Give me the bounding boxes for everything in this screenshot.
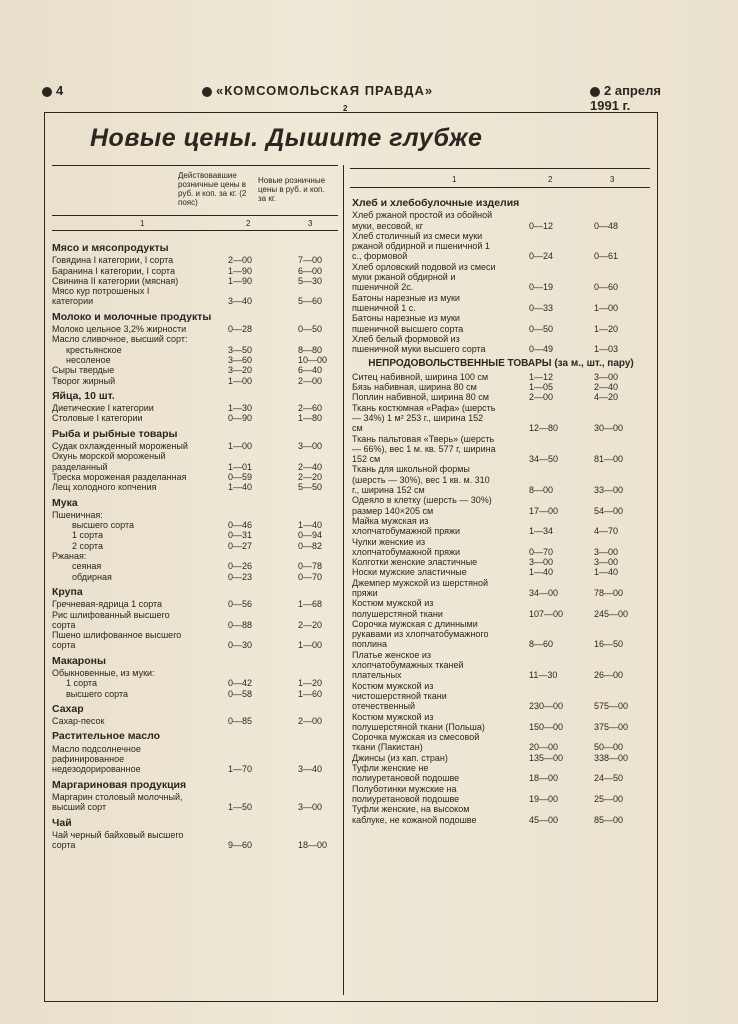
old-price: 8—00 xyxy=(529,485,554,496)
price-row xyxy=(52,482,340,492)
price-row xyxy=(352,231,650,262)
new-price: 33—00 xyxy=(594,485,624,496)
item-name: Масло подсолнечное рафинированное недезодорированное xyxy=(52,743,141,775)
price-row xyxy=(52,266,340,276)
old-price: 1—40 xyxy=(228,482,253,493)
section-heading: Хлеб и хлебобулочные изделия xyxy=(352,197,520,209)
price-row xyxy=(52,541,340,551)
new-price: 375—00 xyxy=(594,721,629,732)
new-price: 575—00 xyxy=(594,701,629,712)
new-price: 81—00 xyxy=(594,454,624,465)
price-row xyxy=(52,830,340,851)
new-price: 54—00 xyxy=(594,505,624,516)
section-heading: Мясо и мясопродукты xyxy=(52,242,169,254)
item-name: Хлеб ржаной простой из обойной муки, весовой, кг xyxy=(352,210,493,231)
item-name: Батоны нарезные из муки пшеничной высшего сорта xyxy=(352,313,464,334)
price-row xyxy=(352,650,650,681)
item-name: Колготки женские эластичные xyxy=(352,557,478,568)
section-heading: Мука xyxy=(52,496,78,509)
new-price: 16—50 xyxy=(594,639,624,650)
item-name: сеяная xyxy=(72,561,102,572)
old-price: 11—30 xyxy=(529,670,558,681)
new-price: 78—00 xyxy=(594,587,624,598)
new-price: 18—00 xyxy=(298,840,328,851)
item-name: Костюм мужской из полушерстяной ткани (Польша) xyxy=(352,711,485,732)
old-price: 0—58 xyxy=(228,688,253,699)
price-row xyxy=(52,276,340,286)
item-name: Носки мужские эластичные xyxy=(352,567,467,578)
item-name: Рис шлифованный высшего сорта xyxy=(52,609,170,630)
price-row xyxy=(352,382,650,392)
new-price: 245—00 xyxy=(594,608,629,619)
price-row xyxy=(352,262,650,293)
new-price: 338—00 xyxy=(594,752,629,763)
price-row xyxy=(52,255,340,265)
price-row xyxy=(352,557,650,567)
new-price: 7—00 xyxy=(298,255,323,266)
new-price: 0—61 xyxy=(594,251,619,262)
old-price: 0—28 xyxy=(228,324,253,335)
new-price: 1—68 xyxy=(298,599,323,610)
old-price: 1—00 xyxy=(228,375,253,386)
column-number: 3 xyxy=(610,175,615,184)
item-name: Пшеничная: xyxy=(52,509,103,520)
item-name: Маргарин столовый молочный, высший сорт xyxy=(52,791,183,813)
price-row xyxy=(52,472,340,482)
price-row xyxy=(52,413,340,423)
old-price: 20—00 xyxy=(529,742,559,753)
old-price: 3—20 xyxy=(228,365,253,376)
old-price: 0—26 xyxy=(228,561,253,572)
headline: Новые цены. Дышите глубже xyxy=(90,124,483,152)
price-row xyxy=(352,619,650,650)
item-name: Поплин набивной, ширина 80 см xyxy=(352,392,489,403)
old-price: 1—05 xyxy=(529,382,554,393)
new-price: 2—20 xyxy=(298,619,323,630)
old-price: 34—50 xyxy=(529,454,559,465)
old-price: 1—12 xyxy=(529,371,554,382)
item-name: Лещ холодного копчения xyxy=(52,482,157,493)
price-row xyxy=(52,520,340,530)
item-name: несоленое xyxy=(66,354,111,365)
item-name: Полуботинки мужские на полиуретановой подошве xyxy=(352,783,460,804)
item-name: Свинина II категории (мясная) xyxy=(52,275,179,286)
old-price: 0—42 xyxy=(228,678,253,689)
price-row xyxy=(352,334,650,355)
section-heading: Чай xyxy=(52,816,72,829)
rule xyxy=(52,230,338,231)
new-price: 6—40 xyxy=(298,365,323,376)
price-row xyxy=(352,464,650,495)
old-price: 0—56 xyxy=(228,599,253,610)
item-name: Говядина I категории, I сорта xyxy=(52,255,174,266)
old-price: 1—34 xyxy=(529,526,554,537)
old-price: 0—49 xyxy=(529,344,554,355)
price-row xyxy=(352,434,650,465)
item-name: крестьянское xyxy=(66,344,122,355)
section-heading: Растительное масло xyxy=(52,730,161,743)
old-price: 230—00 xyxy=(529,701,564,712)
new-price: 0—82 xyxy=(298,540,323,551)
item-name: 1 сорта xyxy=(72,530,103,541)
item-name: Сахар-песок xyxy=(52,716,105,727)
item-name: Джинсы (из кап. стран) xyxy=(352,752,448,763)
section-heading: НЕПРОДОВОЛЬСТВЕННЫЕ ТОВАРЫ (за м., шт., пару) xyxy=(368,358,634,370)
item-name: Мясо кур потрошеных I категории xyxy=(52,286,150,307)
item-name: Гречневая-ядрица 1 сорта xyxy=(52,599,163,610)
price-row xyxy=(352,753,650,763)
new-price: 1—60 xyxy=(298,688,323,699)
old-price: 0—12 xyxy=(529,220,554,231)
price-row xyxy=(352,516,650,537)
item-name: Майка мужская из хлопчатобумажной пряжи xyxy=(352,515,461,537)
new-price: 25—00 xyxy=(594,793,624,804)
item-name: Туфли женские, на высоком каблуке, не кожаной подошве xyxy=(352,804,477,825)
old-price: 34—00 xyxy=(529,587,559,598)
new-price: 24—50 xyxy=(594,773,624,784)
rule xyxy=(52,215,338,216)
old-price: 1—30 xyxy=(228,403,253,414)
bullet-icon xyxy=(590,87,600,97)
new-price: 1—20 xyxy=(298,678,323,689)
item-name: Судак охлажденный мороженый xyxy=(52,441,188,452)
new-price: 3—00 xyxy=(298,441,323,452)
new-price: 0—60 xyxy=(594,282,619,293)
item-name: Окунь морской мороженый разделанный xyxy=(52,451,166,472)
price-row xyxy=(52,792,340,813)
new-price: 8—80 xyxy=(298,344,323,355)
item-name: Масло сливочное, высший сорт: xyxy=(52,334,188,345)
item-name: Молоко цельное 3,2% жирности xyxy=(52,324,187,335)
price-row xyxy=(352,392,650,402)
price-row xyxy=(352,210,650,231)
item-name: 1 сорта xyxy=(66,678,97,689)
issue-date: 2 апреля 1991 г. xyxy=(590,83,661,113)
rule xyxy=(350,168,650,169)
masthead xyxy=(42,80,692,113)
old-price: 1—40 xyxy=(529,567,554,578)
price-row xyxy=(52,689,340,699)
new-price: 2—40 xyxy=(298,461,323,472)
section-heading: Маргариновая продукция xyxy=(52,778,187,791)
old-price: 1—01 xyxy=(228,461,253,472)
column-number: 2 xyxy=(246,219,251,228)
old-price: 0—33 xyxy=(529,302,554,313)
column-header-new: Новые розничные цены в руб. и коп. за кг. xyxy=(258,176,326,203)
section-heading: Сахар xyxy=(52,702,84,715)
item-name: Хлеб столичный из смеси муки ржаной обдирной и пшеничной 1 с., формовой xyxy=(352,230,490,262)
new-price: 2—60 xyxy=(298,403,323,414)
old-price: 0—90 xyxy=(228,413,253,424)
column-number: 3 xyxy=(308,219,313,228)
new-price: 2—00 xyxy=(298,716,323,727)
price-row xyxy=(352,537,650,558)
new-price: 4—70 xyxy=(594,526,619,537)
bullet-icon xyxy=(42,87,52,97)
section-heading: Молоко и молочные продукты xyxy=(52,310,212,323)
column-header-old: Действовавшие розничные цены в руб. и коп. за кг. (2 пояс) xyxy=(178,171,247,207)
price-row xyxy=(52,744,340,775)
price-row xyxy=(52,286,340,307)
page-number: 4 xyxy=(42,83,63,98)
item-name: Сыры твердые xyxy=(52,365,115,376)
item-name: Ржаная: xyxy=(52,551,87,562)
old-price: 0—88 xyxy=(228,619,253,630)
item-name: 2 сорта xyxy=(72,540,103,551)
right-price-table xyxy=(352,193,650,825)
old-price: 3—40 xyxy=(228,296,253,307)
item-name: Батоны нарезные из муки пшеничной 1 с. xyxy=(352,292,460,313)
old-price: 0—27 xyxy=(228,540,253,551)
new-price: 1—80 xyxy=(298,413,323,424)
item-name: Хлеб орловский подовой из смеси муки ржаной обдирной и пшеничной 2с. xyxy=(352,261,496,293)
old-price: 17—00 xyxy=(529,505,559,516)
item-name: Обыкновенные, из муки: xyxy=(52,667,155,678)
item-name: Ткань для школьной формы (шерсть — 30%), вес 1 кв. м. 310 г., ширина 152 см xyxy=(352,464,490,496)
price-row xyxy=(52,441,340,451)
section-heading: Крупа xyxy=(52,585,83,598)
price-row xyxy=(52,345,340,355)
price-row xyxy=(52,610,340,631)
price-row xyxy=(52,572,340,582)
column-number: 2 xyxy=(548,175,553,184)
old-price: 18—00 xyxy=(529,773,559,784)
new-price: 6—00 xyxy=(298,265,323,276)
price-row xyxy=(352,293,650,314)
old-price: 0—23 xyxy=(228,571,253,582)
new-price: 10—00 xyxy=(298,354,328,365)
new-price: 0—50 xyxy=(298,324,323,335)
new-price: 2—00 xyxy=(298,375,323,386)
old-price: 150—00 xyxy=(529,721,564,732)
item-name: Сорочка мужская с длинными рукавами из хлопчатобумажного поплина xyxy=(352,618,489,650)
old-price: 1—00 xyxy=(228,441,253,452)
bullet-icon xyxy=(202,87,212,97)
price-row xyxy=(352,578,650,599)
column-number: 1 xyxy=(452,175,457,184)
new-price: 0—48 xyxy=(594,220,619,231)
item-name: Творог жирный xyxy=(52,375,116,386)
item-name: Одеяло в клетку (шерсть — 30%) размер 140×205 см xyxy=(352,495,492,516)
price-row xyxy=(52,451,340,472)
price-row xyxy=(352,372,650,382)
item-name: Диетические I категории xyxy=(52,403,154,414)
new-price: 1—03 xyxy=(594,344,619,355)
price-row xyxy=(52,324,340,334)
column-number: 1 xyxy=(140,219,145,228)
item-name: Треска мороженая разделанная xyxy=(52,471,187,482)
item-name: Ткань костюмная «Рафа» (шерсть — 34%) 1 м² 253 г., ширина 152 см xyxy=(352,402,496,434)
item-name: Платье женское из хлопчатобумажных тканей плательных xyxy=(352,649,464,681)
price-row xyxy=(352,784,650,805)
item-name: высшего сорта xyxy=(66,688,129,699)
price-row xyxy=(352,567,650,577)
price-row xyxy=(52,678,340,688)
item-name: Ситец набивной, ширина 100 см xyxy=(352,371,489,382)
new-price: 5—30 xyxy=(298,275,323,286)
new-price: 26—00 xyxy=(594,670,624,681)
price-row xyxy=(352,732,650,753)
item-name: Чулки женские из хлопчатобумажной пряжи xyxy=(352,536,461,557)
old-price: 1—90 xyxy=(228,265,253,276)
price-row xyxy=(52,599,340,609)
item-name: Ткань пальтовая «Тверь» (шерсть — 66%), вес 1 м. кв. 577 г, ширина 152 см xyxy=(352,433,496,465)
price-row xyxy=(52,403,340,413)
old-price: 3—00 xyxy=(529,557,554,568)
item-name: высшего сорта xyxy=(72,520,135,531)
old-price: 45—00 xyxy=(529,814,559,825)
price-row xyxy=(352,712,650,733)
rule xyxy=(52,165,338,166)
new-price: 2—40 xyxy=(594,382,619,393)
price-row xyxy=(352,598,650,619)
new-price: 2—20 xyxy=(298,471,323,482)
price-row xyxy=(52,716,340,726)
old-price: 0—30 xyxy=(228,640,253,651)
new-price: 1—20 xyxy=(594,323,619,334)
item-name: Костюм мужской из полушерстяной ткани xyxy=(352,598,443,619)
old-price: 2—00 xyxy=(228,255,253,266)
new-price: 1—40 xyxy=(298,520,323,531)
item-name: Сорочка мужская из смесовой ткани (Пакистан) xyxy=(352,732,480,753)
price-row xyxy=(52,510,340,520)
new-price: 5—60 xyxy=(298,296,323,307)
item-name: Баранина I категории, I сорта xyxy=(52,265,175,276)
price-row xyxy=(352,495,650,516)
price-row xyxy=(52,530,340,540)
new-price: 50—00 xyxy=(594,742,624,753)
old-price: 0—85 xyxy=(228,716,253,727)
item-name: Бязь набивная, ширина 80 см xyxy=(352,382,477,393)
column-mark: 2 xyxy=(343,104,348,113)
new-price: 0—78 xyxy=(298,561,323,572)
new-price: 3—00 xyxy=(594,557,619,568)
price-row xyxy=(352,804,650,825)
section-heading: Рыба и рыбные товары xyxy=(52,427,178,440)
section-heading: Яйца, 10 шт. xyxy=(52,389,115,402)
new-price: 30—00 xyxy=(594,423,624,434)
new-price: 85—00 xyxy=(594,814,624,825)
price-row xyxy=(52,334,340,344)
old-price: 12—80 xyxy=(529,423,559,434)
price-row xyxy=(352,763,650,784)
price-row xyxy=(52,376,340,386)
old-price: 1—70 xyxy=(228,764,253,775)
old-price: 0—50 xyxy=(529,323,554,334)
new-price: 3—00 xyxy=(594,546,619,557)
item-name: Джемпер мужской из шерстяной пряжи xyxy=(352,577,489,598)
old-price: 0—59 xyxy=(228,471,253,482)
item-name: Пшено шлифованное высшего сорта xyxy=(52,630,182,651)
old-price: 2—00 xyxy=(529,392,554,403)
old-price: 107—00 xyxy=(529,608,564,619)
price-row xyxy=(352,681,650,712)
item-name: Костюм мужской из чистошерстяной ткани отечественный xyxy=(352,680,447,712)
section-heading: Макароны xyxy=(52,654,106,667)
price-row xyxy=(352,313,650,334)
price-row xyxy=(52,668,340,678)
item-name: обдирная xyxy=(72,571,112,582)
new-price: 5—50 xyxy=(298,482,323,493)
old-price: 3—60 xyxy=(228,354,253,365)
column-divider xyxy=(343,165,344,995)
item-name: Чай черный байховый высшего сорта xyxy=(52,829,184,851)
price-row xyxy=(52,630,340,651)
old-price: 0—70 xyxy=(529,546,554,557)
new-price: 0—70 xyxy=(298,571,323,582)
new-price: 4—20 xyxy=(594,392,619,403)
price-row xyxy=(352,403,650,434)
new-price: 3—00 xyxy=(594,371,619,382)
item-name: Столовые I категории xyxy=(52,413,143,424)
old-price: 9—60 xyxy=(228,840,253,851)
old-price: 0—31 xyxy=(228,530,253,541)
price-row xyxy=(52,561,340,571)
new-price: 1—00 xyxy=(594,302,619,313)
new-price: 1—00 xyxy=(298,640,323,651)
old-price: 19—00 xyxy=(529,793,559,804)
price-row xyxy=(52,551,340,561)
old-price: 135—00 xyxy=(529,752,564,763)
new-price: 0—94 xyxy=(298,530,323,541)
price-row xyxy=(52,365,340,375)
price-row xyxy=(52,355,340,365)
new-price: 3—00 xyxy=(298,802,323,813)
old-price: 3—50 xyxy=(228,344,253,355)
old-price: 1—90 xyxy=(228,275,253,286)
old-price: 0—24 xyxy=(529,251,554,262)
left-price-table xyxy=(52,238,340,850)
item-name: Хлеб белый формовой из пшеничной муки высшего сорта xyxy=(352,333,486,355)
new-price: 3—40 xyxy=(298,764,323,775)
old-price: 8—60 xyxy=(529,639,554,650)
item-name: Туфли женские не полиуретановой подошве xyxy=(352,763,460,784)
rule xyxy=(350,187,650,188)
newspaper-name: «КОМСОМОЛЬСКАЯ ПРАВДА» xyxy=(202,83,433,98)
old-price: 1—50 xyxy=(228,802,253,813)
old-price: 0—46 xyxy=(228,520,253,531)
new-price: 1—40 xyxy=(594,567,619,578)
old-price: 0—19 xyxy=(529,282,554,293)
